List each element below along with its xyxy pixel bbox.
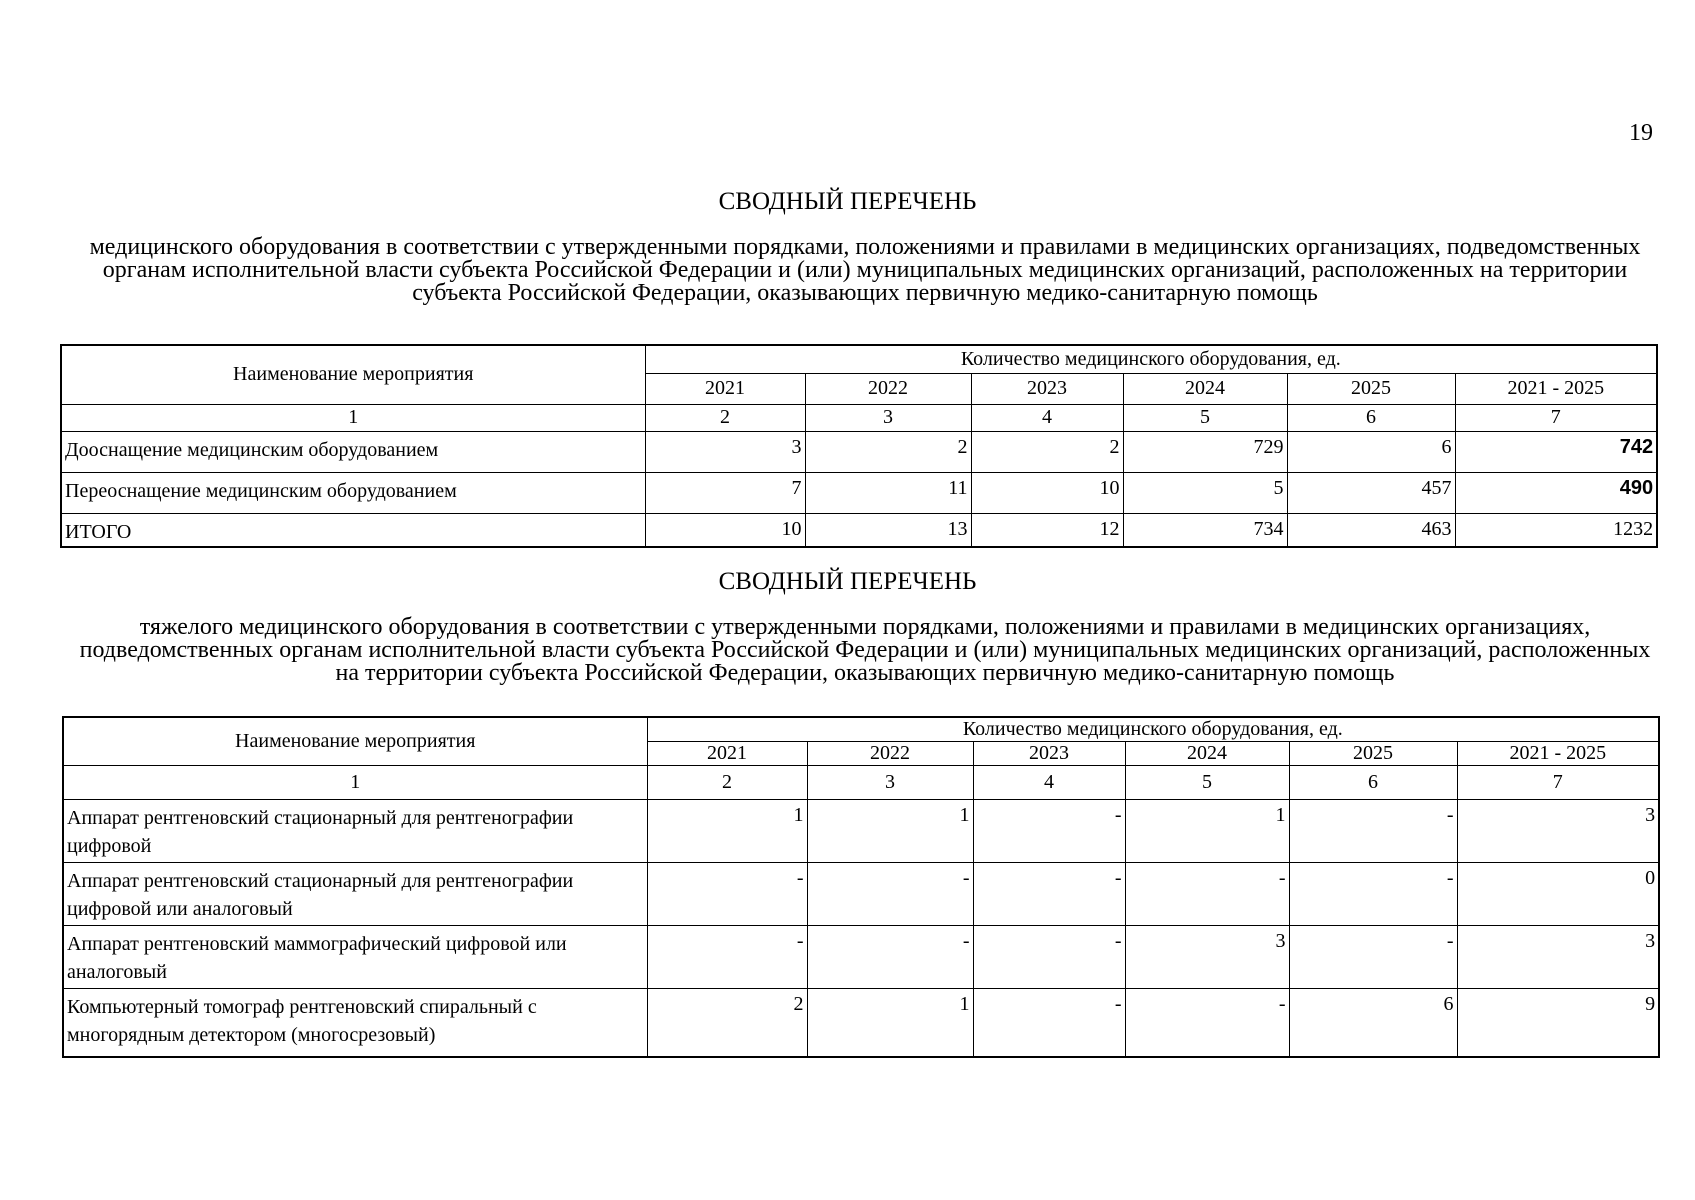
row-value: -	[647, 863, 807, 926]
row-value: 7	[645, 472, 805, 513]
section1-title: СВОДНЫЙ ПЕРЕЧЕНЬ	[718, 188, 977, 215]
row-value: 3	[1125, 926, 1289, 989]
row-value: 6	[1287, 431, 1455, 472]
s2-column-number: 1	[63, 766, 647, 800]
s2-column-number: 2	[647, 766, 807, 800]
row-total: 490	[1455, 472, 1657, 513]
row-value: -	[1125, 863, 1289, 926]
row-name: Аппарат рентгеновский стационарный для рентгенографии цифровой или аналоговый	[63, 863, 647, 926]
table-row	[63, 800, 1659, 863]
row-value: -	[1289, 863, 1457, 926]
row-value: 3	[645, 431, 805, 472]
row-value: -	[973, 989, 1125, 1057]
s2-column-number: 6	[1289, 766, 1457, 800]
s1-year-header: 2023	[971, 373, 1123, 404]
section2-table	[62, 716, 1660, 1058]
row-value: 729	[1123, 431, 1287, 472]
s2-column-number: 3	[807, 766, 973, 800]
row-value: 2	[647, 989, 807, 1057]
s2-year-header: 2022	[807, 742, 973, 766]
row-value: 1	[1125, 800, 1289, 863]
row-total: 742	[1455, 431, 1657, 472]
s2-year-header: 2024	[1125, 742, 1289, 766]
row-value: 6	[1289, 989, 1457, 1057]
row-value: 11	[805, 472, 971, 513]
s2-year-header: 2025	[1289, 742, 1457, 766]
s2-year-header: 2021 - 2025	[1457, 742, 1659, 766]
row-value: -	[807, 926, 973, 989]
table-row	[61, 472, 1657, 513]
s1-column-number: 1	[61, 404, 645, 431]
s1-column-number: 7	[1455, 404, 1657, 431]
row-value: 12	[971, 513, 1123, 547]
row-value: -	[647, 926, 807, 989]
row-value: -	[973, 863, 1125, 926]
s1-year-header: 2022	[805, 373, 971, 404]
row-total: 9	[1457, 989, 1659, 1057]
row-value: -	[1289, 800, 1457, 863]
row-name: Аппарат рентгеновский маммографический цифровой или аналоговый	[63, 926, 647, 989]
row-value: -	[1289, 926, 1457, 989]
s1-column-number: 4	[971, 404, 1123, 431]
s2-column-number: 5	[1125, 766, 1289, 800]
row-value: 1	[647, 800, 807, 863]
s1-year-header: 2024	[1123, 373, 1287, 404]
s1-name-header: Наименование мероприятия	[61, 345, 645, 404]
row-value: -	[973, 926, 1125, 989]
row-value: 1	[807, 800, 973, 863]
s1-year-header: 2021 - 2025	[1455, 373, 1657, 404]
row-name: ИТОГО	[61, 513, 645, 547]
s2-column-number: 7	[1457, 766, 1659, 800]
s1-group-header: Количество медицинского оборудования, ед.	[645, 345, 1657, 373]
row-value: 5	[1123, 472, 1287, 513]
section1-table	[60, 344, 1658, 548]
row-value: 10	[971, 472, 1123, 513]
row-value: 13	[805, 513, 971, 547]
table-row	[63, 926, 1659, 989]
row-value: 457	[1287, 472, 1455, 513]
table-row	[63, 863, 1659, 926]
section2-description: тяжелого медицинского оборудования в соответствии с утвержденными порядками, положениями и правилами в медицинских организациях, подведомственных органам исполнительной власти субъекта Российской Федерации и (или) муниципальных медицинских организаций, расположенных на территории субъекта Российской Федерации, оказывающих первичную медико-санитарную помощь	[79, 614, 1651, 686]
page-number: 19	[1629, 120, 1653, 146]
table-row	[63, 989, 1659, 1057]
section1-description: медицинского оборудования в соответствии с утвержденными порядками, положениями и правилами в медицинских организациях, подведомственных органам исполнительной власти субъекта Российской Федерации и (или) муниципальных медицинских организаций, расположенных на территории субъекта Российской Федерации, оказывающих первичную медико-санитарную помощь	[89, 234, 1641, 306]
row-total: 0	[1457, 863, 1659, 926]
row-value: 2	[805, 431, 971, 472]
s1-column-number: 6	[1287, 404, 1455, 431]
row-total: 3	[1457, 800, 1659, 863]
s1-year-header: 2021	[645, 373, 805, 404]
row-value: 734	[1123, 513, 1287, 547]
row-value: -	[1125, 989, 1289, 1057]
s1-year-header: 2025	[1287, 373, 1455, 404]
s2-name-header: Наименование мероприятия	[63, 717, 647, 766]
row-value: 10	[645, 513, 805, 547]
row-name: Аппарат рентгеновский стационарный для рентгенографии цифровой	[63, 800, 647, 863]
section2-title: СВОДНЫЙ ПЕРЕЧЕНЬ	[718, 568, 977, 595]
s2-column-number: 4	[973, 766, 1125, 800]
table-row	[61, 513, 1657, 547]
row-value: 2	[971, 431, 1123, 472]
row-name: Переоснащение медицинским оборудованием	[61, 472, 645, 513]
row-value: 463	[1287, 513, 1455, 547]
row-total: 3	[1457, 926, 1659, 989]
s1-column-number: 3	[805, 404, 971, 431]
row-name: Дооснащение медицинским оборудованием	[61, 431, 645, 472]
row-value: -	[807, 863, 973, 926]
row-name: Компьютерный томограф рентгеновский спиральный с многорядным детектором (многосрезовый)	[63, 989, 647, 1057]
row-value: 1	[807, 989, 973, 1057]
s1-column-number: 5	[1123, 404, 1287, 431]
row-total: 1232	[1455, 513, 1657, 547]
s2-year-header: 2021	[647, 742, 807, 766]
s2-year-header: 2023	[973, 742, 1125, 766]
row-value: -	[973, 800, 1125, 863]
table-row	[61, 431, 1657, 472]
s1-column-number: 2	[645, 404, 805, 431]
s2-group-header: Количество медицинского оборудования, ед.	[647, 717, 1659, 742]
